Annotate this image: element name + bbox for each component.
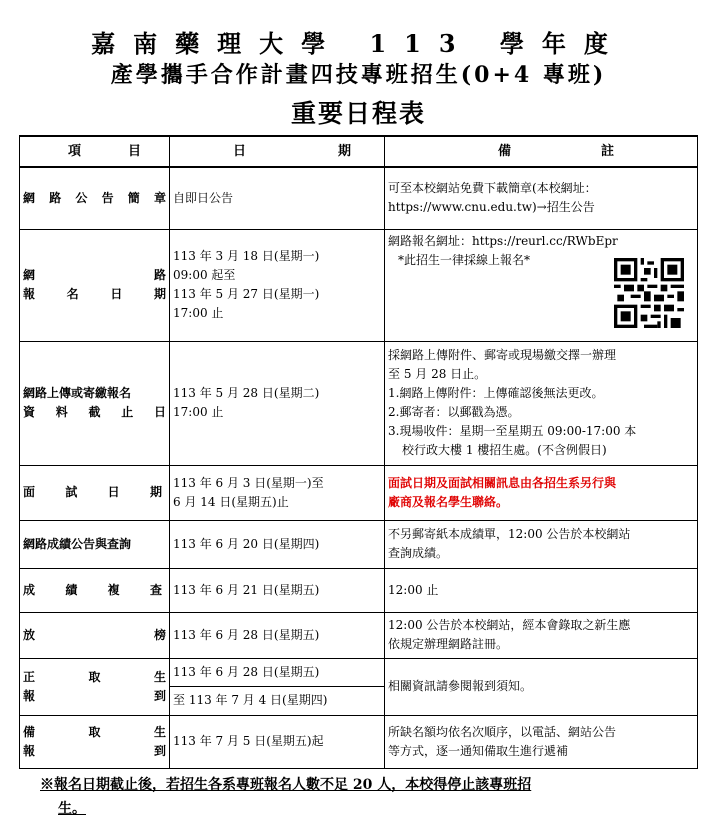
schedule-table <box>19 135 698 769</box>
table-row <box>20 658 698 715</box>
row-note: 相關資訊請參閱報到須知。 <box>385 658 698 715</box>
row-item: 備 取 生 報 到 <box>20 715 170 768</box>
row-note: 12:00 公告於本校網站，經本會錄取之新生應 依規定辦理網路註冊。 <box>385 612 698 658</box>
footnote: ※報名日期截止後，若招生各系專班報名人數不足 20 人，本校得停止該專班招 生。 <box>40 777 532 817</box>
title-university: 嘉南藥理大學 113 學年度 <box>91 29 626 58</box>
item-label: 網 路 公 告 簡 章 <box>23 190 166 205</box>
row-note: 可至本校網站免費下載簡章(本校網址： https://www.cnu.edu.tw)→招生公告 <box>385 167 698 229</box>
row-note: 不另郵寄紙本成績單，12:00 公告於本校網站 查詢成績。 <box>385 520 698 568</box>
title-schedule: 重要日程表 <box>290 99 426 128</box>
table-row <box>20 612 698 658</box>
row-item: 成 績 複 查 <box>20 568 170 612</box>
table-row <box>20 715 698 768</box>
row-item: 網路上傳或寄繳報名 資 料 截 止 日 <box>20 341 170 465</box>
item-label: 網路上傳或寄繳報名 <box>23 386 132 400</box>
table-row <box>20 520 698 568</box>
row-date: 113 年 6 月 28 日(星期五) <box>170 612 385 658</box>
row-note: 12:00 止 <box>385 568 698 612</box>
table-row <box>20 341 698 465</box>
table-row <box>20 465 698 520</box>
row-date: 113 年 3 月 18 日(星期一) 09:00 起至 113 年 5 月 27 日(星期一) 17:00 止 <box>170 229 385 341</box>
header-date: 日 期 <box>170 136 385 167</box>
row-item: 放 榜 <box>20 612 170 658</box>
row-item: 網 路 報 名 日 期 <box>20 229 170 341</box>
row-date: 113 年 5 月 28 日(星期二) 17:00 止 <box>170 341 385 465</box>
row-date: 113 年 6 月 21 日(星期五) <box>170 568 385 612</box>
row-note: 網路報名網址：https://reurl.cc/RWbEpr *此招生一律採線上報名* <box>385 229 698 341</box>
item-label: 報 名 日 期 <box>23 287 166 301</box>
row-date: 113 年 6 月 28 日(星期五) 至 113 年 7 月 4 日(星期四) <box>170 658 385 715</box>
row-date: 113 年 6 月 3 日(星期一)至 6 月 14 日(星期五)止 <box>170 465 385 520</box>
row-item: 面 試 日 期 <box>20 465 170 520</box>
row-item: 正 取 生 報 到 <box>20 658 170 715</box>
table-row <box>20 229 698 341</box>
row-date: 自即日公告 <box>170 167 385 229</box>
title-program: 產學攜手合作計畫四技專班招生(0+4 專班) <box>110 62 607 88</box>
table-row <box>20 167 698 229</box>
row-date: 113 年 6 月 20 日(星期四) <box>170 520 385 568</box>
table-row <box>20 568 698 612</box>
qr-code-icon <box>614 258 684 328</box>
row-date: 113 年 7 月 5 日(星期五)起 <box>170 715 385 768</box>
table-header-row <box>20 136 698 167</box>
header-item: 項 目 <box>20 136 170 167</box>
header-note: 備 註 <box>385 136 698 167</box>
row-item <box>20 167 170 229</box>
row-note: 面試日期及面試相關訊息由各招生系另行與 廠商及報名學生聯絡。 <box>385 465 698 520</box>
row-note: 採網路上傳附件、郵寄或現場繳交擇一辦理 至 5 月 28 日止。 1.網路上傳附件：上傳確認後無法更改。 2.郵寄者：以郵戳為憑。 3.現場收件：星期一至星期五 09:00-17:00 本 校行政大樓 1 樓招生處。(不含例假日) <box>385 341 698 465</box>
row-item: 網路成績公告與查詢 <box>20 520 170 568</box>
row-note: 所缺名額均依名次順序，以電話、網站公告 等方式，逐一通知備取生進行遞補 <box>385 715 698 768</box>
